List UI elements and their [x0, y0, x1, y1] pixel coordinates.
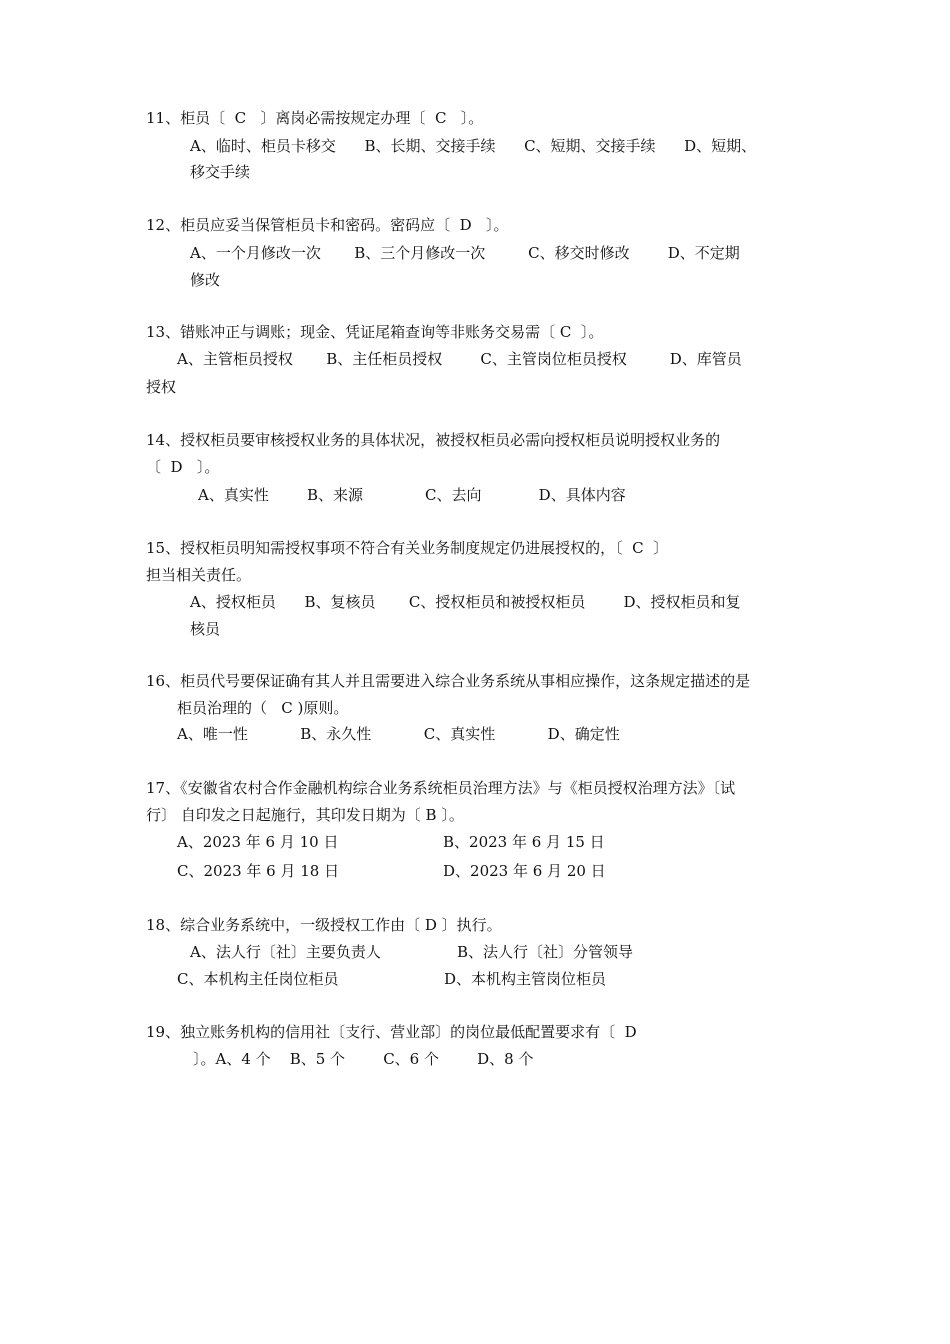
question-15-stem-cont: 担当相关责任。: [146, 566, 252, 584]
question-13-options: A、主管柜员授权 B、主任柜员授权 C、主管岗位柜员授权 D、库管员: [177, 350, 742, 368]
question-18-option-d: D、本机构主管岗位柜员: [444, 970, 607, 988]
question-12-stem: 12、柜员应妥当保管柜员卡和密码。密码应〔 D 〕。: [146, 216, 509, 234]
question-17-stem: 17、《安徽省农村合作金融机构综合业务系统柜员治理方法》与《柜员授权治理方法》〔试: [146, 779, 736, 797]
question-15-options-cont: 核员: [190, 620, 221, 638]
question-14-stem-cont: 〔 D 〕。: [146, 458, 220, 476]
question-19-stem: 19、独立账务机构的信用社〔支行、营业部〕的岗位最低配置要求有〔 D: [146, 1023, 637, 1041]
question-17-option-c: C、2023 年 6 月 18 日: [177, 862, 340, 880]
question-16-options: A、唯一性 B、永久性 C、真实性 D、确定性: [177, 725, 620, 743]
question-17-option-b: B、2023 年 6 月 15 日: [443, 833, 605, 851]
question-18-option-b: B、法人行〔社〕分管领导: [457, 943, 634, 961]
question-17-option-a: A、2023 年 6 月 10 日: [177, 833, 339, 851]
question-14-options: A、真实性 B、来源 C、去向 D、具体内容: [198, 486, 626, 504]
question-18-option-c: C、本机构主任岗位柜员: [177, 970, 339, 988]
question-13-stem: 13、错账冲正与调账；现金、凭证尾箱查询等非账务交易需〔 C 〕。: [146, 323, 604, 341]
question-11-stem: 11、柜员〔 C 〕离岗必需按规定办理〔 C 〕。: [146, 109, 484, 127]
question-15-stem: 15、授权柜员明知需授权事项不符合有关业务制度规定仍进展授权的，〔 C 〕: [146, 539, 669, 557]
question-13-options-cont: 授权: [146, 378, 177, 396]
question-15-options: A、授权柜员 B、复核员 C、授权柜员和被授权柜员 D、授权柜员和复: [190, 593, 741, 611]
question-18-option-a: A、法人行〔社〕主要负责人: [190, 943, 381, 961]
question-11-options-cont: 移交手续: [190, 163, 251, 181]
question-19-options: 〕。A、4 个 B、5 个 C、6 个 D、8 个: [193, 1050, 534, 1068]
question-11-options: A、临时、柜员卡移交 B、长期、交接手续 C、短期、交接手续 D、短期、: [190, 137, 757, 155]
question-14-stem: 14、授权柜员要审核授权业务的具体状况，被授权柜员必需向授权柜员说明授权业务的: [146, 431, 721, 449]
question-16-stem-cont: 柜员治理的（ C )原则。: [177, 699, 349, 717]
question-16-stem: 16、柜员代号要保证确有其人并且需要进入综合业务系统从事相应操作，这条规定描述的是: [146, 672, 751, 690]
question-12-options: A、一个月修改一次 B、三个月修改一次 C、移交时修改 D、不定期: [190, 244, 740, 262]
question-17-stem-cont: 行〕 自印发之日起施行，其印发日期为〔 B 〕。: [146, 806, 464, 824]
question-12-options-cont: 修改: [190, 271, 221, 289]
question-18-stem: 18、综合业务系统中，一级授权工作由〔 D 〕执行。: [146, 916, 502, 934]
question-17-option-d: D、2023 年 6 月 20 日: [443, 862, 606, 880]
